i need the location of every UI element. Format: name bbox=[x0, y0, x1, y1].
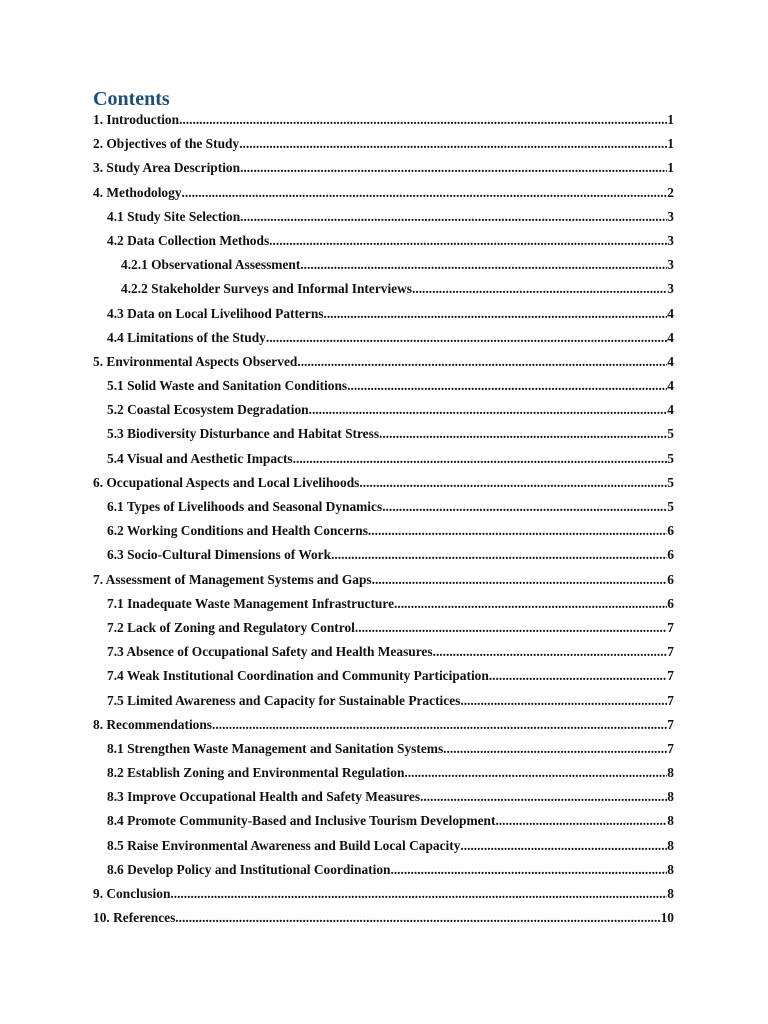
toc-page-number: 7 bbox=[667, 692, 674, 708]
toc-leader-dots bbox=[297, 352, 667, 371]
toc-entry[interactable] bbox=[93, 497, 674, 521]
toc-leader-dots bbox=[266, 328, 667, 347]
toc-entry[interactable] bbox=[93, 691, 674, 715]
toc-entry[interactable] bbox=[93, 594, 674, 618]
toc-leader-dots bbox=[394, 594, 667, 613]
toc-page-number: 8 bbox=[667, 886, 674, 901]
toc-entry[interactable] bbox=[93, 255, 674, 279]
toc-page-number: 4 bbox=[667, 329, 674, 345]
toc-entry[interactable] bbox=[93, 473, 674, 497]
toc-entry-title: 8. Recommendations bbox=[93, 716, 213, 732]
toc-entry[interactable] bbox=[93, 110, 674, 134]
toc-entry[interactable] bbox=[93, 158, 674, 182]
toc-leader-dots bbox=[182, 183, 668, 202]
toc-entry-title: 9. Conclusion bbox=[93, 886, 171, 901]
toc-page-number: 8 bbox=[667, 789, 674, 805]
toc-entry-title: 2. Objectives of the Study bbox=[93, 136, 240, 152]
toc-page-number: 1 bbox=[667, 160, 674, 176]
toc-page-number: 7 bbox=[667, 644, 674, 660]
toc-page-number: 7 bbox=[667, 619, 674, 635]
toc-entry-title: 1. Introduction bbox=[93, 112, 180, 127]
toc-entry-title: 7. Assessment of Management Systems and Gaps bbox=[93, 571, 372, 587]
toc-page-number: 6 bbox=[667, 547, 674, 563]
toc-entry-title: 5.1 Solid Waste and Sanitation Conditions bbox=[107, 378, 348, 394]
toc-leader-dots bbox=[331, 545, 667, 564]
toc-leader-dots bbox=[293, 449, 668, 468]
toc-entry-title: 8.5 Raise Environmental Awareness and Build Local Capacity bbox=[107, 837, 461, 853]
toc-page-number: 1 bbox=[667, 136, 674, 152]
toc-entry[interactable] bbox=[93, 715, 674, 739]
toc-entry-title: 8.4 Promote Community-Based and Inclusive Tourism Development bbox=[107, 813, 496, 829]
toc-page-number: 8 bbox=[667, 861, 674, 877]
toc-page-number: 5 bbox=[667, 499, 674, 514]
toc-page-number: 8 bbox=[667, 765, 674, 781]
toc-entry-title: 7.5 Limited Awareness and Capacity for Sustainable Practices bbox=[107, 692, 461, 708]
toc-entry[interactable] bbox=[93, 376, 674, 400]
toc-entry-title: 8.1 Strengthen Waste Management and Sanitation Systems bbox=[107, 740, 444, 756]
toc-page-number: 5 bbox=[667, 450, 674, 466]
toc-entry[interactable] bbox=[93, 860, 674, 884]
toc-leader-dots bbox=[404, 763, 667, 782]
table-of-contents bbox=[93, 110, 674, 932]
toc-leader-dots bbox=[495, 811, 667, 830]
toc-entry[interactable] bbox=[93, 207, 674, 231]
toc-page-number: 6 bbox=[667, 523, 674, 539]
toc-entry-title: 4. Methodology bbox=[93, 184, 182, 200]
toc-entry-title: 4.2.1 Observational Assessment bbox=[121, 257, 301, 273]
toc-entry-title: 7.4 Weak Institutional Coordination and Community Participation bbox=[107, 668, 489, 684]
toc-leader-dots bbox=[359, 473, 667, 492]
toc-leader-dots bbox=[460, 691, 667, 710]
toc-entry-title: 6.1 Types of Livelihoods and Seasonal Dynamics bbox=[107, 499, 383, 514]
toc-entry-title: 4.2.2 Stakeholder Surveys and Informal Interviews bbox=[121, 281, 413, 297]
toc-page-number: 10 bbox=[660, 910, 674, 926]
toc-entry[interactable] bbox=[93, 787, 674, 811]
toc-leader-dots bbox=[443, 739, 667, 758]
toc-leader-dots bbox=[460, 836, 667, 855]
toc-page-number: 4 bbox=[667, 353, 674, 369]
toc-entry[interactable] bbox=[93, 400, 674, 424]
toc-entry[interactable] bbox=[93, 134, 674, 158]
toc-entry[interactable] bbox=[93, 304, 674, 328]
toc-entry-title: 7.3 Absence of Occupational Safety and Health Measures bbox=[107, 644, 433, 660]
toc-entry[interactable] bbox=[93, 739, 674, 763]
toc-entry[interactable] bbox=[93, 618, 674, 642]
toc-entry[interactable] bbox=[93, 328, 674, 352]
toc-entry-title: 8.3 Improve Occupational Health and Safety Measures bbox=[107, 789, 421, 805]
toc-page-number: 4 bbox=[667, 305, 674, 321]
toc-leader-dots bbox=[323, 304, 667, 323]
toc-leader-dots bbox=[240, 207, 667, 226]
toc-leader-dots bbox=[382, 497, 667, 516]
toc-page-number: 8 bbox=[667, 837, 674, 853]
toc-page-number: 1 bbox=[667, 112, 674, 127]
toc-entry-title: 10. References bbox=[93, 910, 176, 926]
toc-page-number: 3 bbox=[667, 281, 674, 297]
toc-page-number: 3 bbox=[667, 208, 674, 224]
toc-leader-dots bbox=[390, 860, 667, 879]
toc-page-number: 8 bbox=[667, 813, 674, 829]
toc-page-number: 5 bbox=[667, 426, 674, 442]
toc-page-number: 3 bbox=[667, 257, 674, 273]
toc-entry-title: 7.2 Lack of Zoning and Regulatory Control bbox=[107, 619, 355, 635]
toc-page-number: 3 bbox=[667, 232, 674, 248]
toc-leader-dots bbox=[372, 570, 668, 589]
toc-leader-dots bbox=[179, 110, 667, 129]
toc-entry[interactable] bbox=[93, 545, 674, 569]
toc-entry[interactable] bbox=[93, 666, 674, 690]
toc-entry[interactable] bbox=[93, 231, 674, 255]
toc-leader-dots bbox=[240, 158, 667, 177]
toc-leader-dots bbox=[489, 666, 667, 685]
toc-entry-title: 5.4 Visual and Aesthetic Impacts bbox=[107, 450, 293, 466]
toc-leader-dots bbox=[170, 884, 667, 903]
toc-page-number: 6 bbox=[667, 595, 674, 611]
toc-leader-dots bbox=[269, 231, 667, 250]
toc-entry-title: 6.3 Socio-Cultural Dimensions of Work bbox=[107, 547, 332, 563]
toc-entry[interactable] bbox=[93, 183, 674, 207]
toc-entry-title: 7.1 Inadequate Waste Management Infrastructure bbox=[107, 595, 395, 611]
toc-entry-title: 8.6 Develop Policy and Institutional Coordination bbox=[107, 861, 391, 877]
toc-page-number: 2 bbox=[667, 184, 674, 200]
toc-entry-title: 4.3 Data on Local Livelihood Patterns bbox=[107, 305, 324, 321]
toc-leader-dots bbox=[412, 279, 667, 298]
toc-leader-dots bbox=[379, 424, 667, 443]
toc-entry[interactable] bbox=[93, 642, 674, 666]
toc-entry[interactable] bbox=[93, 521, 674, 545]
toc-entry[interactable] bbox=[93, 884, 674, 908]
toc-leader-dots bbox=[300, 255, 667, 274]
toc-page-number: 7 bbox=[667, 668, 674, 684]
toc-leader-dots bbox=[420, 787, 667, 806]
toc-page-number: 4 bbox=[667, 378, 674, 394]
toc-entry-title: 5.3 Biodiversity Disturbance and Habitat Stress bbox=[107, 426, 380, 442]
toc-leader-dots bbox=[239, 134, 667, 153]
toc-entry[interactable] bbox=[93, 836, 674, 860]
toc-entry-title: 6.2 Working Conditions and Health Concerns bbox=[107, 523, 368, 539]
toc-entry[interactable] bbox=[93, 811, 674, 835]
toc-leader-dots bbox=[433, 642, 668, 661]
toc-entry-title: 3. Study Area Description bbox=[93, 160, 241, 176]
toc-page-number: 4 bbox=[667, 402, 674, 418]
toc-page-number: 5 bbox=[667, 474, 674, 490]
toc-entry[interactable] bbox=[93, 279, 674, 303]
toc-entry[interactable] bbox=[93, 352, 674, 376]
toc-entry[interactable] bbox=[93, 908, 674, 932]
toc-entry-title: 4.4 Limitations of the Study bbox=[107, 329, 266, 345]
toc-entry-title: 4.2 Data Collection Methods bbox=[107, 232, 270, 248]
toc-entry-title: 6. Occupational Aspects and Local Livelihoods bbox=[93, 474, 360, 490]
toc-leader-dots bbox=[309, 400, 668, 419]
toc-title: Contents bbox=[93, 88, 170, 110]
toc-leader-dots bbox=[347, 376, 667, 395]
toc-page-number: 6 bbox=[667, 571, 674, 587]
toc-page-number: 7 bbox=[667, 740, 674, 756]
toc-entry[interactable] bbox=[93, 570, 674, 594]
toc-entry[interactable] bbox=[93, 763, 674, 787]
toc-leader-dots bbox=[175, 908, 660, 927]
toc-entry-title: 5. Environmental Aspects Observed bbox=[93, 353, 298, 369]
toc-entry-title: 8.2 Establish Zoning and Environmental Regulation bbox=[107, 765, 405, 781]
toc-leader-dots bbox=[355, 618, 667, 637]
toc-entry-title: 4.1 Study Site Selection bbox=[107, 208, 241, 224]
toc-entry-title: 5.2 Coastal Ecosystem Degradation bbox=[107, 402, 309, 418]
toc-page-number: 7 bbox=[667, 716, 674, 732]
toc-leader-dots bbox=[368, 521, 667, 540]
toc-leader-dots bbox=[212, 715, 667, 734]
toc-entry[interactable] bbox=[93, 424, 674, 448]
toc-entry[interactable] bbox=[93, 449, 674, 473]
